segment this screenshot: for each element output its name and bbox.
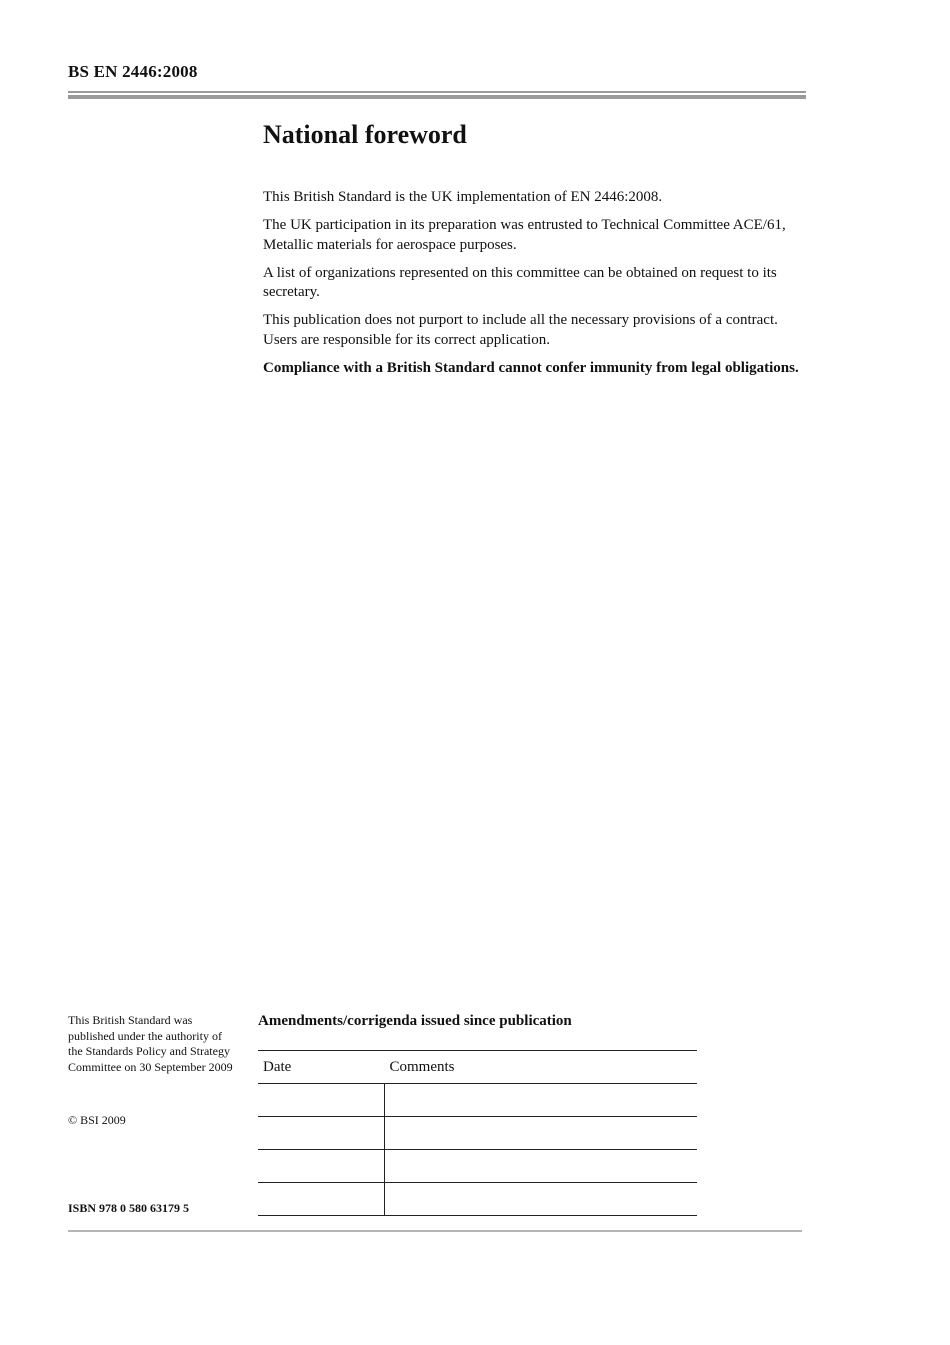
table-row	[258, 1084, 697, 1117]
table-row	[258, 1117, 697, 1150]
publication-authority-text: This British Standard was published under the authority of the Standards Policy and Strategy Committee on 30 September 2009	[68, 1013, 233, 1074]
date-cell	[258, 1150, 385, 1183]
foreword-paragraph: The UK participation in its preparation was entrusted to Technical Committee ACE/61, Metallic materials for aerospace purposes.	[263, 217, 786, 253]
foreword-paragraph: A list of organizations represented on this committee can be obtained on request to its secretary.	[263, 264, 777, 300]
header-divider-thick	[68, 95, 806, 99]
column-header-comments: Comments	[385, 1051, 698, 1084]
date-cell	[258, 1183, 385, 1216]
foreword-body	[263, 188, 803, 387]
date-cell	[258, 1084, 385, 1117]
standard-code: BS EN 2446:2008	[68, 62, 198, 81]
isbn-number: ISBN 978 0 580 63179 5	[68, 1201, 190, 1215]
publication-note	[68, 1013, 233, 1081]
table-row	[258, 1183, 697, 1216]
header-divider-thin	[68, 91, 806, 93]
comments-cell	[385, 1183, 698, 1216]
copyright-notice: © BSI 2009	[68, 1113, 126, 1127]
foreword-paragraph: This publication does not purport to include all the necessary provisions of a contract. Users are responsible for its correct application.	[263, 312, 778, 348]
column-header-date: Date	[258, 1051, 385, 1084]
date-cell	[258, 1117, 385, 1150]
amendments-table	[258, 1050, 697, 1216]
amendments-title: Amendments/corrigenda issued since publication	[258, 1013, 572, 1029]
table-header-row	[258, 1051, 697, 1084]
footer-divider	[68, 1230, 802, 1232]
foreword-paragraph: This British Standard is the UK implementation of EN 2446:2008.	[263, 189, 663, 205]
comments-cell	[385, 1084, 698, 1117]
comments-cell	[385, 1117, 698, 1150]
compliance-note: Compliance with a British Standard cannot confer immunity from legal obligations.	[263, 359, 799, 376]
table-row	[258, 1150, 697, 1183]
page-title: National foreword	[263, 120, 467, 149]
comments-cell	[385, 1150, 698, 1183]
